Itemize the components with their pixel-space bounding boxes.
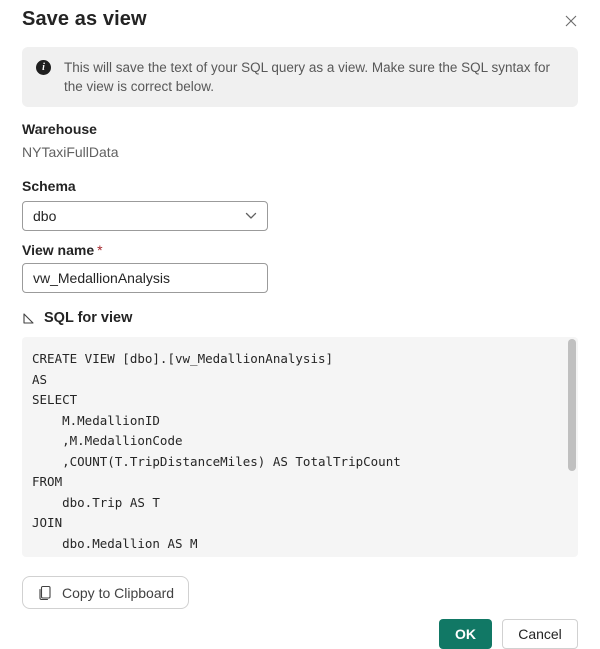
sql-code-line: FROM: [32, 474, 63, 489]
copy-to-clipboard-button[interactable]: [22, 576, 189, 609]
warehouse-value: NYTaxiFullData: [22, 144, 119, 160]
sql-code-line: CREATE VIEW [dbo].[vw_MedallionAnalysis]: [32, 351, 334, 366]
schema-selected-value: dbo: [33, 208, 57, 224]
copy-to-clipboard-label: Copy to Clipboard: [62, 584, 175, 601]
triangle-collapse-icon: [22, 312, 35, 325]
view-name-label: [22, 242, 578, 258]
dialog-header: [22, 8, 578, 32]
warehouse-label: Warehouse: [22, 121, 97, 137]
sql-code-line: dbo.Trip AS T: [32, 494, 160, 510]
sql-code-line: ,M.MedallionCode: [32, 433, 183, 448]
copy-icon: [37, 585, 53, 601]
sql-code-line: dbo.Medallion AS M: [32, 535, 198, 551]
close-icon: [564, 14, 578, 28]
page-title: Save as view: [22, 8, 147, 30]
sql-section-toggle[interactable]: [22, 310, 578, 326]
info-banner-text: This will save the text of your SQL query as a view. Make sure the SQL syntax for the view is correct below.: [64, 60, 550, 94]
sql-code-line: M.MedallionID: [32, 412, 160, 428]
info-banner: [22, 47, 578, 107]
sql-code-line: JOIN: [32, 515, 63, 530]
sql-section-title: SQL for view: [44, 310, 133, 326]
sql-code-line: ,COUNT(T.TripDistanceMiles) AS TotalTripCount: [32, 453, 401, 469]
schema-label: Schema: [22, 178, 76, 194]
ok-button[interactable]: OK: [439, 619, 492, 649]
cancel-button[interactable]: Cancel: [502, 619, 578, 649]
view-name-input[interactable]: [22, 263, 268, 293]
sql-code-line: AS: [32, 371, 48, 387]
chevron-down-icon: [245, 212, 257, 220]
info-filled-icon: i: [36, 60, 51, 75]
dialog-footer: [22, 619, 578, 649]
sql-code-block: [22, 337, 578, 557]
code-scrollbar-thumb[interactable]: [568, 339, 576, 471]
schema-dropdown[interactable]: [22, 201, 268, 231]
sql-code-line: SELECT: [32, 392, 78, 407]
required-marker: *: [97, 242, 103, 258]
view-name-label-text: View name: [22, 242, 95, 258]
close-button[interactable]: [560, 10, 582, 32]
